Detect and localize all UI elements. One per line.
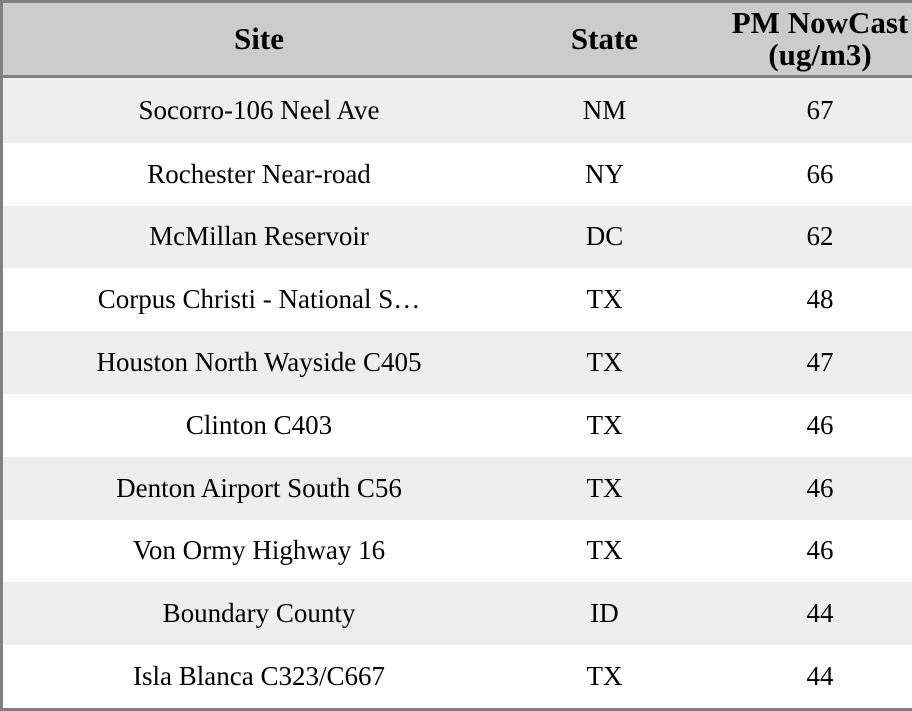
cell-value: 48 bbox=[806, 284, 834, 315]
table-header bbox=[3, 3, 912, 77]
table-row bbox=[3, 331, 912, 394]
cell-site: Von Ormy Highway 16 bbox=[132, 535, 386, 566]
column-header-pm-nowcast[interactable]: PM NowCast (ug/m3) bbox=[694, 3, 912, 77]
column-header-site[interactable]: Site bbox=[3, 3, 515, 77]
cell-state: TX bbox=[586, 284, 623, 315]
table-row bbox=[3, 457, 912, 520]
cell-value: 67 bbox=[806, 95, 834, 126]
cell-site: Corpus Christi - National S… bbox=[97, 284, 421, 315]
table-row bbox=[3, 143, 912, 206]
cell-state: NY bbox=[585, 158, 624, 189]
cell-value: 47 bbox=[806, 347, 834, 378]
cell-value: 46 bbox=[806, 535, 834, 566]
cell-value: 62 bbox=[806, 221, 834, 252]
column-header-state[interactable]: State bbox=[515, 3, 694, 77]
cell-value: 44 bbox=[806, 598, 834, 629]
cell-site: Houston North Wayside C405 bbox=[96, 347, 422, 378]
table-row bbox=[3, 520, 912, 583]
table-row bbox=[3, 645, 912, 708]
cell-site: Clinton C403 bbox=[185, 409, 333, 440]
cell-state: TX bbox=[586, 347, 623, 378]
cell-state: NM bbox=[582, 95, 627, 126]
air-quality-table bbox=[3, 3, 912, 708]
cell-value: 46 bbox=[806, 409, 834, 440]
cell-state: TX bbox=[586, 535, 623, 566]
cell-value: 66 bbox=[806, 158, 834, 189]
table-row bbox=[3, 77, 912, 143]
cell-state: TX bbox=[586, 472, 623, 503]
table-row bbox=[3, 206, 912, 269]
cell-value: 46 bbox=[806, 472, 834, 503]
cell-state: DC bbox=[585, 221, 624, 252]
cell-state: TX bbox=[586, 409, 623, 440]
cell-site: Rochester Near-road bbox=[147, 158, 371, 189]
table-row bbox=[3, 268, 912, 331]
table-row bbox=[3, 394, 912, 457]
cell-site: McMillan Reservoir bbox=[149, 221, 369, 252]
cell-site: Isla Blanca C323/C667 bbox=[133, 661, 385, 692]
cell-site: Boundary County bbox=[162, 598, 356, 629]
cell-site: Denton Airport South C56 bbox=[116, 472, 402, 503]
cell-site: Socorro-106 Neel Ave bbox=[138, 95, 380, 126]
table-body bbox=[3, 77, 912, 708]
cell-state: TX bbox=[586, 661, 623, 692]
cell-value: 44 bbox=[806, 661, 834, 692]
table-row bbox=[3, 582, 912, 645]
cell-state: ID bbox=[590, 598, 619, 629]
table-header-row bbox=[3, 3, 912, 77]
